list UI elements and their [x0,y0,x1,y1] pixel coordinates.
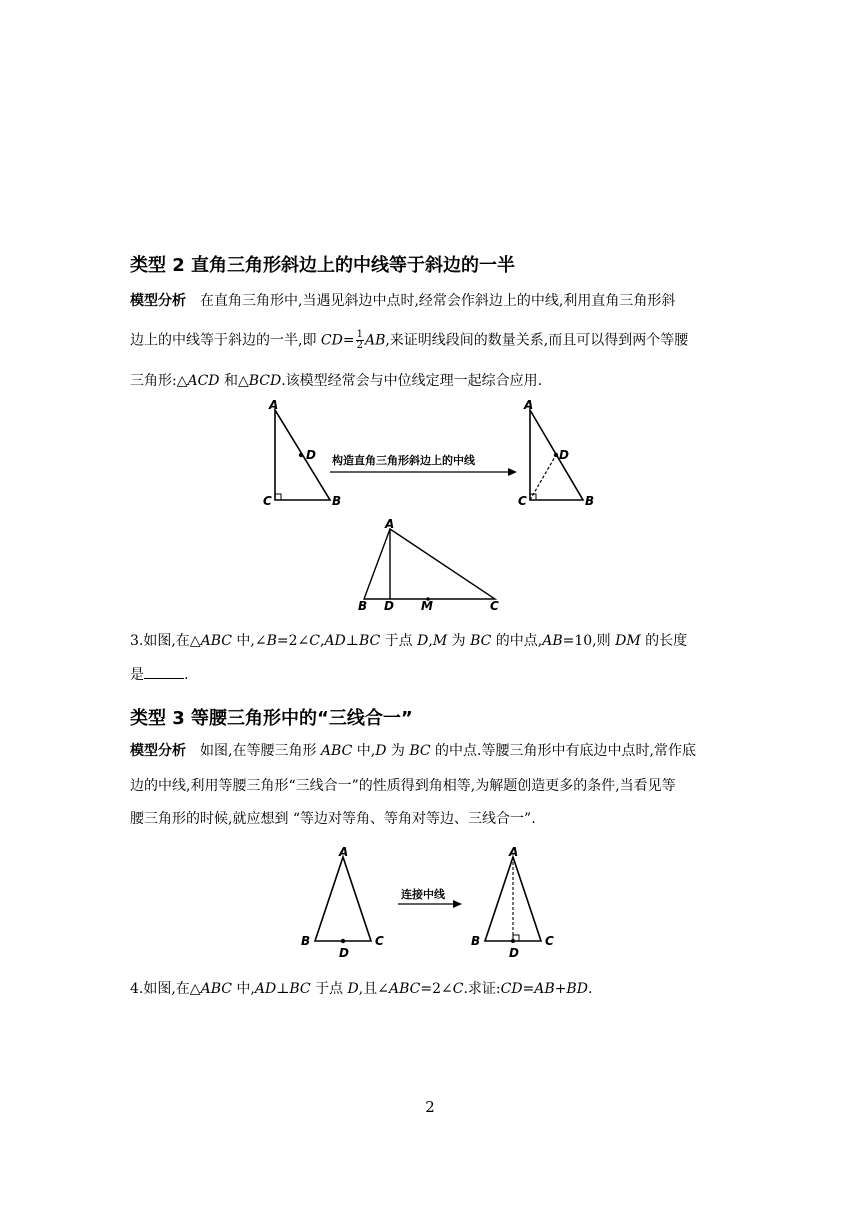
right-angle-mark [275,494,281,500]
var: D [347,981,359,997]
text: =2∠ [420,981,453,997]
var: BC [409,743,431,759]
var: D [375,743,387,759]
text: 的长度 [640,633,688,649]
var: ABC [200,981,232,997]
midpoint-d [554,453,558,457]
arrow-head-icon [508,468,517,476]
arrow-caption: 连接中线 [401,888,445,901]
arrow-head-icon [453,900,462,908]
var: BC [470,633,492,649]
median-dashed [530,455,556,500]
text: , [319,633,325,649]
text: =10,则 [562,633,616,649]
text: ,来证明线段间的数量关系,而且可以得到两个等腰 [385,332,689,349]
section-3-paragraph-line-2: 边的中线,利用等腰三角形“三线合一”的性质得到角相等,为解题创造更多的条件,当看见等 [130,778,676,794]
text: .该模型经常会与中位线定理一起综合应用. [281,373,543,389]
var: C [309,633,320,649]
problem-3-figure [350,515,510,615]
isosceles-median-figure [295,845,565,960]
text: 的中点.等腰三角形中有底边中点时,常作底 [430,743,696,759]
equals: = [342,332,355,349]
label-b: B [585,494,595,508]
text: 4.如图,在△ [130,981,201,997]
var: C [452,981,464,997]
label-b: B [301,934,311,948]
label-a: A [385,517,395,531]
label-c: C [518,494,527,508]
text: 为 [386,743,410,759]
label-a: A [524,398,534,412]
var: DM [615,633,641,649]
var-acd: ACD [187,373,220,389]
midpoint-d [299,453,303,457]
label-c: C [263,494,272,508]
var: BC [358,633,381,649]
section-3-heading: 类型 3 等腰三角形中的“三线合一” [130,708,413,729]
text: 中,∠ [231,633,267,649]
text: + [554,981,567,997]
text: 的中点, [491,633,543,649]
var: AB [542,633,563,649]
text: 为 [447,633,471,649]
label-d: D [559,448,569,462]
var-cd: CD [320,332,343,349]
section-3-paragraph-line-3: 腰三角形的时候,就应想到 “等边对等角、等角对等边、三线合一”. [130,811,536,827]
var: D [417,633,429,649]
label-d: D [509,946,519,960]
label-d: D [339,946,349,960]
var: AD [254,981,277,997]
label-b: B [332,494,342,508]
var: ABC [320,743,353,759]
text: . [587,981,593,997]
section-2-heading: 类型 2 直角三角形斜边上的中线等于斜边的一半 [130,255,516,276]
text: 在直角三角形中,当遇见斜边中点时,经常会作斜边上的中线,利用直角三角形斜 [200,293,676,309]
text: .求证: [463,981,501,997]
var: BD [566,981,588,997]
label-d: D [384,599,394,613]
var: ABC [388,981,421,997]
label-c: C [545,934,554,948]
text: ⊥ [276,981,290,997]
midpoint-d [511,939,515,943]
var-bcd: BCD [248,373,282,389]
arrow-caption: 构造直角三角形斜边上的中线 [332,454,475,467]
problem-3-line-2 [130,666,188,684]
midpoint-d [341,939,345,943]
section-2-paragraph-line-3 [130,372,542,390]
text: =2∠ [276,633,310,649]
text: 是 [130,667,144,683]
label-c: C [490,599,499,613]
model-analysis-label: 模型分析 [130,743,186,759]
text: ⊥ [345,633,359,649]
text: ,且∠ [358,981,389,997]
label-a: A [339,845,349,859]
text: 3.如图,在△ [130,633,201,649]
label-d: D [306,448,316,462]
label-a: A [509,845,519,859]
var: ABC [200,633,232,649]
text: = [522,981,535,997]
text: , [428,633,433,649]
var-ab: AB [364,332,386,349]
fraction-denominator: 2 [356,340,363,351]
text: 和△ [219,373,249,389]
label-b: B [358,599,368,613]
section-2-paragraph-line-1 [130,292,675,310]
fraction-one-half [356,330,364,351]
label-a: A [269,398,279,412]
var: BC [289,981,311,997]
section-2-paragraph-line-2 [130,330,688,351]
right-triangle-median-figure [255,395,615,515]
label-b: B [471,934,481,948]
triangle-abc [364,529,495,599]
text: 边上的中线等于斜边的一半,即 [130,332,321,349]
text: . [184,667,189,683]
var: AD [324,633,346,649]
var: CD [500,981,523,997]
text: 中, [231,981,255,997]
text: 于点 [310,981,348,997]
var: AB [534,981,555,997]
triangle-left [315,857,371,941]
answer-blank[interactable] [144,666,184,679]
model-analysis-label: 模型分析 [130,293,186,309]
label-m: M [421,599,433,613]
var: B [266,633,277,649]
text: 三角形:△ [130,373,188,389]
problem-4-line [130,980,592,998]
text: 如图,在等腰三角形 [200,743,321,759]
section-3-paragraph-line-1 [130,742,696,760]
label-c: C [375,934,384,948]
fraction-numerator: 1 [356,329,363,340]
text: 于点 [380,633,418,649]
problem-3-line-1 [130,632,687,650]
text: 中, [352,743,376,759]
page-number: 2 [425,1098,435,1116]
var: M [432,633,448,649]
